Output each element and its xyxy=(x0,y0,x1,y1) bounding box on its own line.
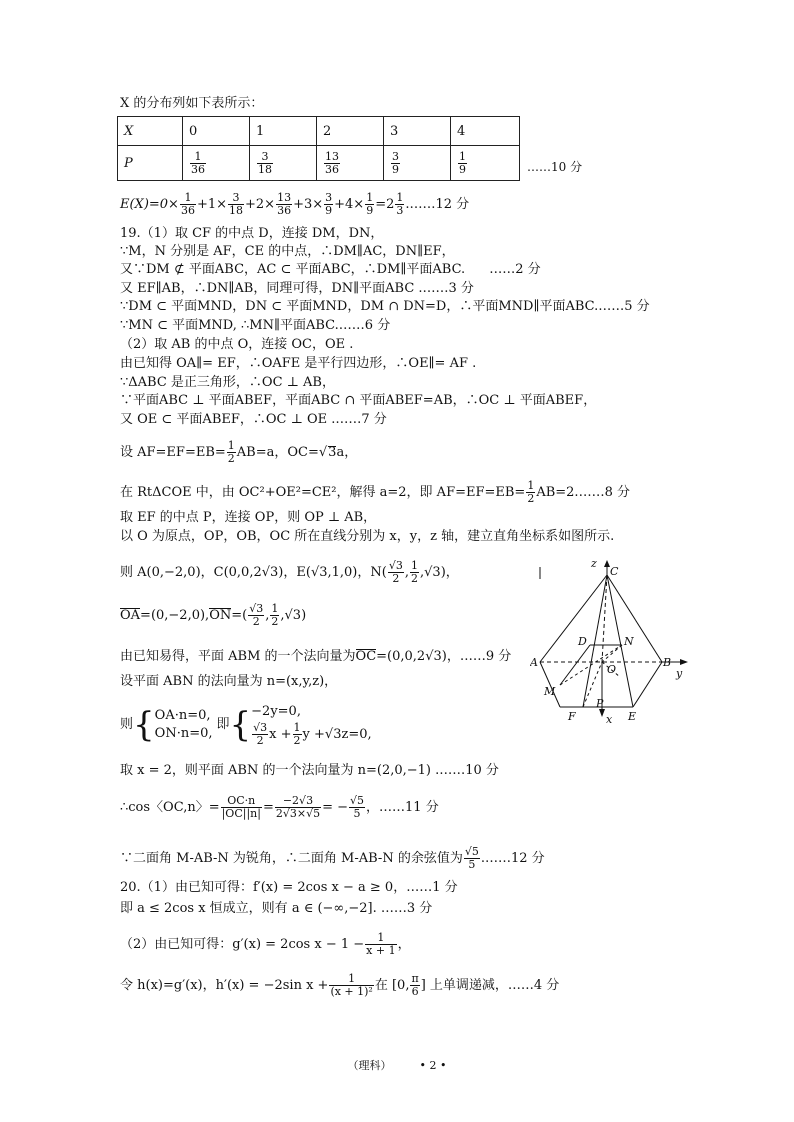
figure-label: A xyxy=(530,656,538,669)
q20-line: 即 a ≤ 2cos x 恒成立，则有 a ∈ (−∞,−2]. ……3 分 xyxy=(120,901,433,916)
table-cell: $\frac{13}{36}$ xyxy=(317,146,384,181)
q19-line: OA=(0,−2,0),ON=( $\frac{√3}{2}$ , $\frac{1}{2}$ ,√3) xyxy=(120,602,307,628)
figure-label: E xyxy=(628,710,637,723)
figure-label: N xyxy=(624,635,634,648)
q19-line: （2）取 AB 的中点 O，连接 OC，OE . xyxy=(120,337,354,352)
figure-label: z xyxy=(591,557,597,570)
q20-line: 20.（1）由已知可得：f′(x) = 2cos x − a ≥ 0，……1 分 xyxy=(120,880,458,895)
figure-arrow xyxy=(599,709,605,717)
q19-line: 则 A(0,−2,0)，C(0,0,2√3)，E(√3,1,0)，N( $\frac{√3}{2}$ , $\frac{1}{2}$ ,√3)， xyxy=(120,559,459,585)
footer-subject: （理科） xyxy=(347,1059,392,1072)
q19-line: 又∵DM ⊄ 平面ABC，AC ⊂ 平面ABC，∴DM∥平面ABC. ……2 分 xyxy=(120,262,541,277)
figure-label: M xyxy=(544,685,556,698)
table-cell: $\frac{1}{9}$ xyxy=(451,146,520,181)
q19-line: ∵二面角 M-AB-N 为锐角，∴二面角 M-AB-N 的余弦值为 $\frac{√5}{5}$ .……12 分 xyxy=(120,845,545,871)
page-number: • 2 • xyxy=(419,1059,447,1072)
figure-line xyxy=(602,645,622,662)
q19-line: ∵DM ⊂ 平面MND，DN ⊂ 平面MND，DM ∩ DN=D，∴平面MND∥平面ABC.……5 分 xyxy=(120,299,650,314)
score-mark: ……10 分 xyxy=(527,160,583,174)
q19-line: 由已知得 OA∥= EF，∴OAFE 是平行四边形，∴OE∥= AF . xyxy=(120,356,477,371)
figure-arrow xyxy=(680,659,688,665)
q19-line: 取 x = 2，则平面 ABN 的一个法向量为 n=(2,0,−1) .……10 分 xyxy=(120,763,499,778)
figure-label: B xyxy=(663,656,672,669)
table-cell: X xyxy=(118,117,183,146)
q19-line: 又 EF∥AB，∴DN∥AB，同理可得，DN∥平面ABC .……3 分 xyxy=(120,281,474,296)
q19-line: 设 AF=EF=EB= $\frac{1}{2}$ AB=a，OC=√3a， xyxy=(120,439,358,465)
expectation-line: E(X)=0× $\frac{1}{36}$ +1× $\frac{3}{18}$ +2× $\frac{13}{36}$ +3× $\frac{3}{9}$ +4× $\frac{1}{9}$ =2 $\frac{1}{3}$ .……12 分 xyxy=(120,191,470,217)
pyramid-figure xyxy=(530,557,690,727)
q19-line: ∴cos〈OC,n〉= $\frac{OC\cdot n}{|OC||n|}$ = $\frac{-2√3}{2√3\times√5}$ = − $\frac{√5}{5}$ ，……11 分 xyxy=(120,794,439,820)
figure-line xyxy=(560,645,590,685)
q20-line: （2）由已知可得：g′(x) = 2cos x − 1 − $\frac{1}{x + 1}$ ， xyxy=(120,931,411,957)
figure-label: F xyxy=(568,710,576,723)
table-cell: $\frac{3}{18}$ xyxy=(250,146,317,181)
figure-label: D xyxy=(578,635,587,648)
q19-line: 又 OE ⊂ 平面ABEF，∴OC ⊥ OE .……7 分 xyxy=(120,412,387,427)
q19-line: 设平面 ABN 的法向量为 n=(x,y,z)， xyxy=(120,674,338,689)
q19-line: ∵ΔABC 是正三角形，∴OC ⊥ AB， xyxy=(120,375,335,390)
distribution-table xyxy=(117,116,520,181)
table-cell: 3 xyxy=(384,117,451,146)
figure-label: y xyxy=(676,667,683,680)
figure-label: x xyxy=(606,713,613,726)
intro-text: X 的分布列如下表所示： xyxy=(120,96,264,111)
figure-label: C xyxy=(610,565,619,578)
q19-line: 在 RtΔCOE 中，由 OC²+OE²=CE²，解得 a=2，即 AF=EF=EB= $\frac{1}{2}$ AB=2.……8 分 xyxy=(120,479,630,505)
table-cell: 2 xyxy=(317,117,384,146)
table-cell: 1 xyxy=(250,117,317,146)
table-cell: P xyxy=(118,146,183,181)
table-cell: $\frac{1}{36}$ xyxy=(183,146,250,181)
q19-line: 取 EF 的中点 P，连接 OP，则 OP ⊥ AB， xyxy=(120,510,377,525)
q19-line: ∵M，N 分别是 AF，CE 的中点，∴DM∥AC，DN∥EF， xyxy=(120,244,455,259)
figure-line xyxy=(633,662,662,707)
figure-line xyxy=(540,575,607,662)
table-cell: 4 xyxy=(451,117,520,146)
q20-line: 令 h(x)=g′(x)，h′(x) = −2sin x + $\frac{1}{\text{(x + 1)²}}$ 在 [0, $\frac{\pi}{6}$ ] 上单调递减，……4 分 xyxy=(120,972,560,998)
figure-label: O xyxy=(607,663,617,676)
q19-line: ∵平面ABC ⊥ 平面ABEF，平面ABC ∩ 平面ABEF=AB，∴OC ⊥ 平面ABEF， xyxy=(120,393,597,408)
q19-line: 19.（1）取 CF 的中点 D，连接 DM，DN， xyxy=(120,226,384,241)
q19-line: 以 O 为原点，OP，OB，OC 所在直线分别为 x，y，z 轴，建立直角坐标系如图所示. xyxy=(120,529,615,544)
table-row xyxy=(118,117,520,146)
q19-line: 由已知易得，平面 ABM 的一个法向量为OC=(0,0,2√3)，……9 分 xyxy=(120,649,512,664)
q19-system: 则{ OA·n=0, ON·n=0, 即{ −2y=0, $\frac{√3}{2}$ x + $\frac{1}{2}$ y +√3z=0, xyxy=(120,704,372,747)
table-cell: 0 xyxy=(183,117,250,146)
table-cell: $\frac{3}{9}$ xyxy=(384,146,451,181)
page-footer xyxy=(0,1057,794,1073)
q19-line: ∵MN ⊂ 平面MND, ∴MN∥平面ABC.……6 分 xyxy=(120,318,391,333)
figure-label: P xyxy=(596,697,604,710)
table-row xyxy=(118,146,520,181)
